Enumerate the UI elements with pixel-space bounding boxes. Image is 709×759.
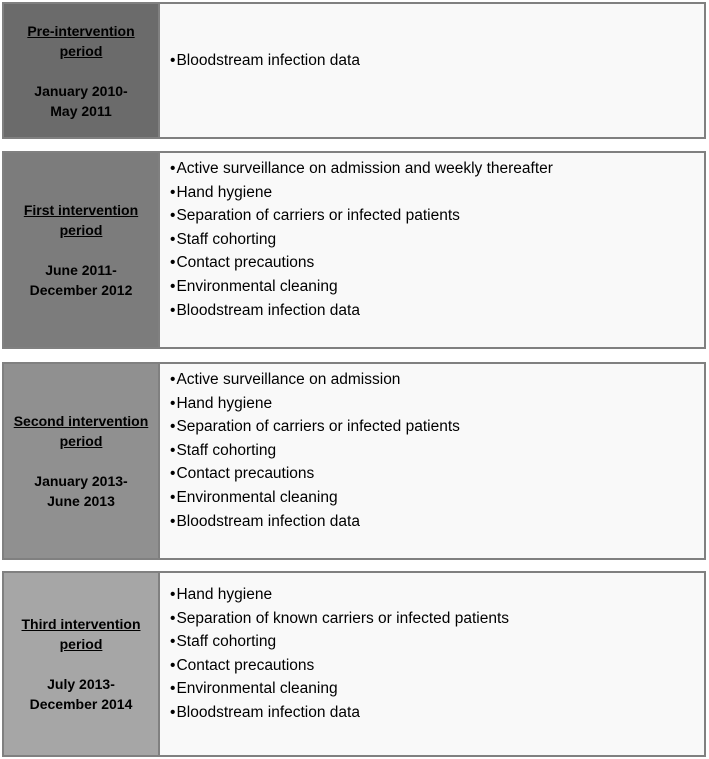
- period-first-intervention: [2, 151, 706, 349]
- list-item: • Environmental cleaning: [170, 275, 696, 299]
- activity-list: [170, 50, 360, 72]
- list-item: • Active surveillance on admission and weekly thereafter: [170, 157, 696, 181]
- list-item: • Environmental cleaning: [170, 677, 696, 701]
- period-pre-intervention: [2, 2, 706, 139]
- list-item: • Contact precautions: [170, 251, 696, 275]
- list-item: • Active surveillance on admission: [170, 368, 696, 392]
- list-item: • Separation of known carriers or infected patients: [170, 607, 696, 631]
- list-item: • Hand hygiene: [170, 583, 696, 607]
- period-dates: June 2011-December 2012: [29, 262, 133, 298]
- activity-list: [170, 583, 696, 725]
- list-item: • Contact precautions: [170, 462, 696, 486]
- list-item: • Bloodstream infection data: [170, 510, 696, 534]
- period-title: Third intervention period: [21, 616, 141, 652]
- period-content: [160, 151, 706, 349]
- period-content: [160, 2, 706, 139]
- period-content: [160, 362, 706, 560]
- period-dates: July 2013-December 2014: [29, 676, 133, 712]
- list-item: • Bloodstream infection data: [170, 50, 360, 72]
- period-content: [160, 571, 706, 757]
- list-item: • Contact precautions: [170, 654, 696, 678]
- period-label: [2, 2, 160, 139]
- list-item: • Hand hygiene: [170, 392, 696, 416]
- period-label: [2, 571, 160, 757]
- period-third-intervention: [2, 571, 706, 757]
- list-item: • Hand hygiene: [170, 181, 696, 205]
- list-item: • Environmental cleaning: [170, 486, 696, 510]
- list-item: • Separation of carriers or infected patients: [170, 415, 696, 439]
- period-title: First intervention period: [23, 202, 139, 238]
- list-item: • Staff cohorting: [170, 439, 696, 463]
- activity-list: [170, 368, 696, 533]
- period-dates: January 2010-May 2011: [34, 82, 128, 119]
- period-dates: January 2013-June 2013: [34, 473, 128, 509]
- list-item: • Bloodstream infection data: [170, 299, 696, 323]
- activity-list: [170, 157, 696, 322]
- period-title: Pre-intervention period: [27, 22, 135, 59]
- period-second-intervention: [2, 362, 706, 560]
- list-item: • Separation of carriers or infected patients: [170, 204, 696, 228]
- list-item: • Staff cohorting: [170, 228, 696, 252]
- period-label: [2, 362, 160, 560]
- period-label: [2, 151, 160, 349]
- list-item: • Bloodstream infection data: [170, 701, 696, 725]
- list-item: • Staff cohorting: [170, 630, 696, 654]
- period-title: Second intervention period: [13, 413, 149, 449]
